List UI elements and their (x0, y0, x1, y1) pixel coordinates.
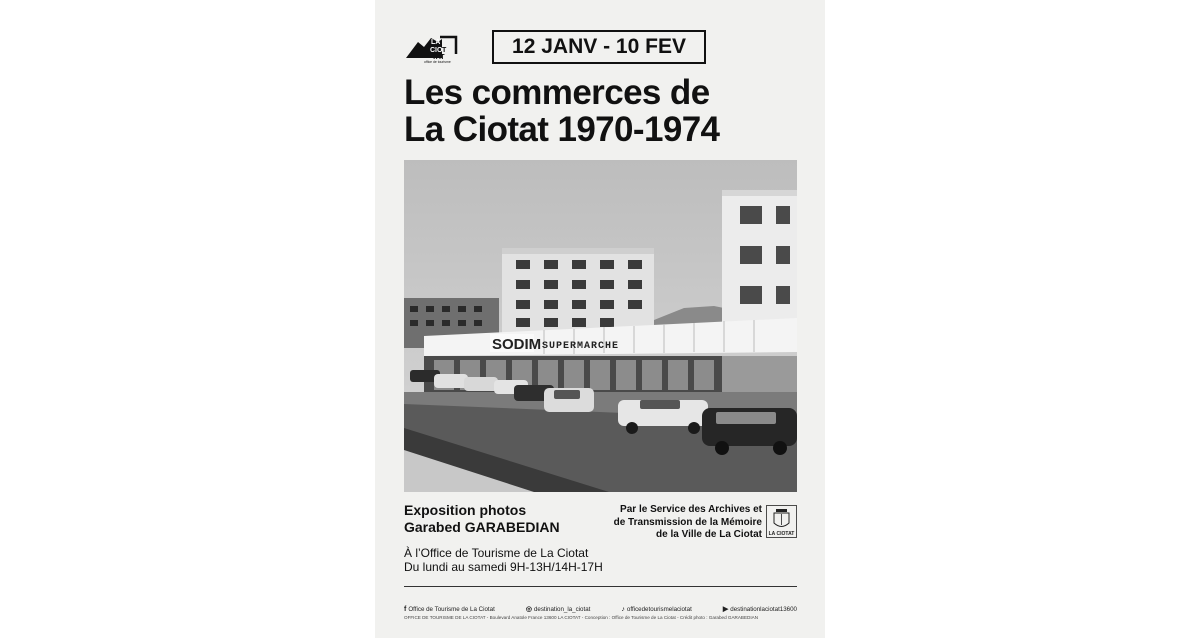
social-tiktok[interactable] (621, 606, 691, 613)
title-line-2: La Ciotat 1970-1974 (404, 110, 720, 149)
exhibition-line-1: Exposition photos (404, 502, 527, 518)
svg-text:T: T (442, 47, 447, 54)
svg-text:SODIM: SODIM (492, 336, 542, 353)
social-facebook[interactable] (404, 606, 495, 613)
poster-title (404, 74, 804, 148)
social-label: destinationlaciotat13600 (730, 605, 797, 613)
youtube-icon: ▶ (722, 606, 729, 613)
social-links (404, 605, 797, 613)
service-credit (600, 504, 762, 542)
date-range: 12 JANV - 10 FEV (512, 35, 686, 58)
venue-info (404, 546, 644, 574)
archive-photo (404, 160, 797, 492)
social-label: destination_la_ciotat (533, 605, 591, 613)
svg-text:office de tourisme: office de tourisme (424, 60, 451, 64)
opening-hours: Du lundi au samedi 9H-13H/14H-17H (404, 560, 603, 574)
la-ciotat-logo (404, 30, 478, 64)
social-youtube[interactable] (723, 605, 797, 613)
photographer-name: Garabed GARABEDIAN (404, 519, 560, 535)
svg-text:CIO: CIO (430, 47, 443, 54)
svg-text:LA CIOTAT: LA CIOTAT (768, 531, 795, 537)
title-line-1: Les commerces de (404, 73, 710, 112)
social-label: Office de Tourisme de La Ciotat (408, 605, 495, 613)
service-line-3: de la Ville de La Ciotat (656, 529, 762, 540)
venue-location: À l’Office de Tourisme de La Ciotat (404, 546, 589, 560)
divider (404, 586, 797, 587)
tiktok-icon: ♪ (621, 605, 625, 613)
exhibition-info (404, 502, 604, 536)
city-crest-logo (766, 505, 797, 538)
svg-text:LA: LA (431, 39, 441, 46)
svg-text:SUPERMARCHE: SUPERMARCHE (542, 341, 620, 352)
svg-text:TAT: TAT (432, 54, 445, 61)
credits-line: OFFICE DE TOURISME DE LA CIOTAT - Boulevard Anatole France 13600 LA CIOTAT - Conception : Office de Tourisme de La Ciotat - Crédit photo : Garabed GARABEDIAN (404, 615, 759, 620)
social-instagram[interactable] (526, 605, 591, 613)
date-range-box (492, 30, 706, 64)
facebook-icon: f (404, 605, 407, 613)
service-line-2: de Transmission de la Mémoire (613, 516, 762, 528)
service-line-1: Par le Service des Archives et (620, 504, 762, 515)
social-label: officedetourismelaciotat (626, 605, 692, 613)
instagram-icon: ◎ (525, 606, 532, 613)
